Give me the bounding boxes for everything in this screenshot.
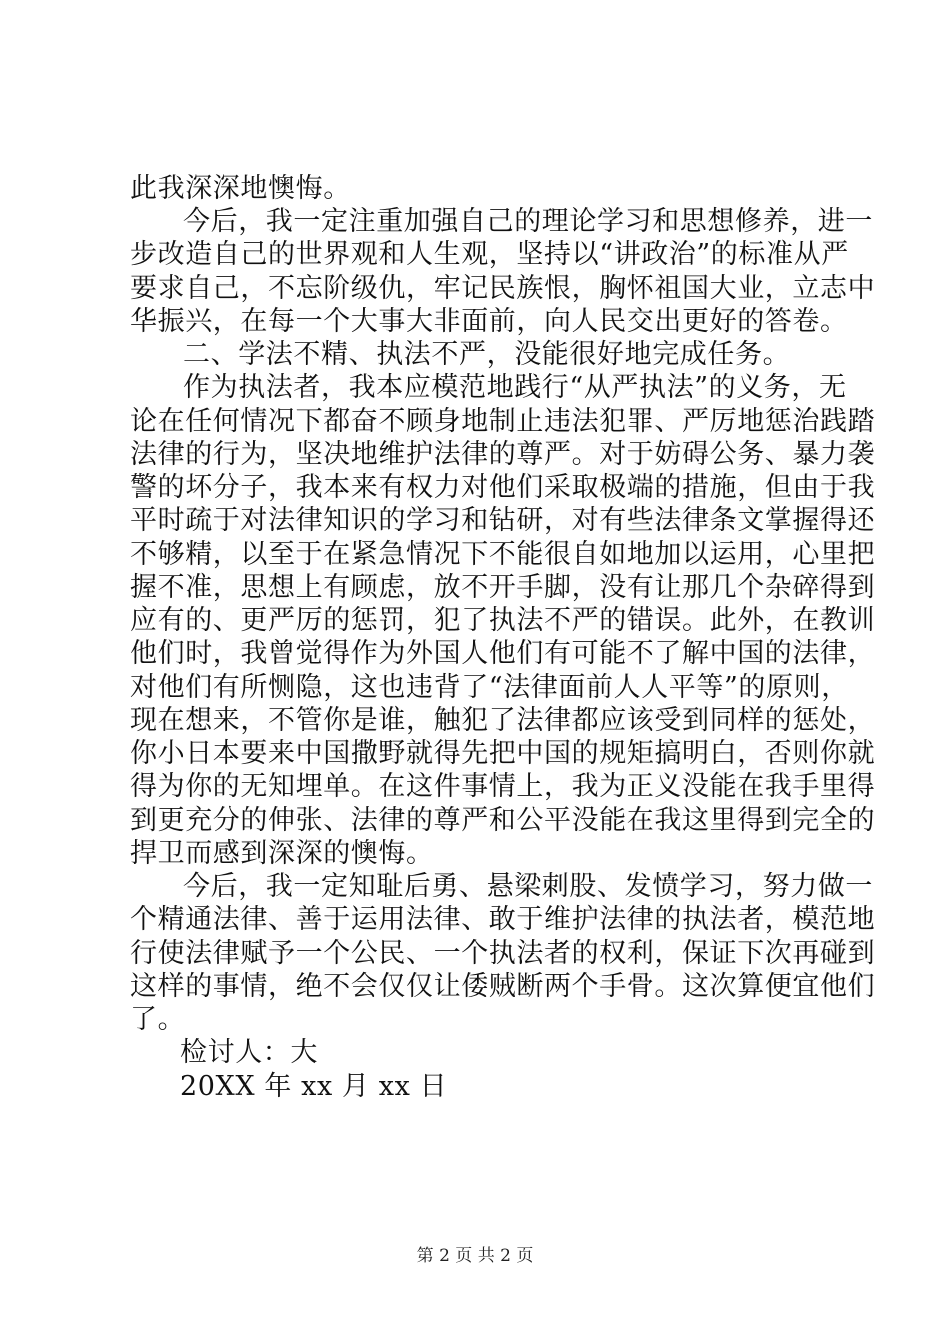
body-line: 到更充分的伸张、法律的尊严和公平没能在我这里得到完全的 [130,805,876,836]
body-line: 得为你的无知埋单。在这件事情上，我为正义没能在我手里得 [130,771,876,802]
body-line: 对他们有所恻隐，这也违背了“法律面前人人平等”的原则， [130,672,849,703]
body-line: 警的坏分子，我本来有权力对他们采取极端的措施，但由于我 [130,472,876,503]
body-line: 行使法律赋予一个公民、一个执法者的权利，保证下次再碰到 [130,938,876,969]
body-line: 握不准，思想上有顾虑，放不开手脚，没有让那几个杂碎得到 [130,572,876,603]
body-line: 步改造自己的世界观和人生观，坚持以“讲政治”的标准从严 [130,239,849,270]
body-line: 他们时，我曾觉得作为外国人他们有可能不了解中国的法律， [130,638,876,669]
signature-line: 检讨人：大 [180,1037,318,1068]
body-line: 今后，我一定注重加强自己的理论学习和思想修养，进一 [183,206,873,237]
body-line: 平时疏于对法律知识的学习和钻研，对有些法律条文掌握得还 [130,505,876,536]
body-line: 法律的行为，坚决地维护法律的尊严。对于妨碍公务、暴力袭 [130,439,876,470]
body-line: 今后，我一定知耻后勇、悬梁刺股、发愤学习，努力做一 [183,871,873,902]
body-line: 捍卫而感到深深的懊悔。 [130,838,434,869]
body-line: 作为执法者，我本应模范地践行“从严执法”的义务，无 [183,372,847,403]
body-line: 应有的、更严厉的惩罚，犯了执法不严的错误。此外，在教训 [130,605,876,636]
body-line: 了。 [130,1004,186,1035]
body-line: 不够精，以至于在紧急情况下不能很自如地加以运用，心里把 [130,539,876,570]
body-line: 个精通法律、善于运用法律、敢于维护法律的执法者，模范地 [130,904,876,935]
body-line: 此我深深地懊悔。 [130,173,351,204]
body-line: 要求自己，不忘阶级仇，牢记民族恨，胸怀祖国大业，立志中 [130,273,876,304]
body-line: 这样的事情，绝不会仅仅让倭贼断两个手骨。这次算便宜他们 [130,971,876,1002]
date-line: 20XX 年 xx 月 xx 日 [180,1071,448,1102]
body-line: 现在想来，不管你是谁，触犯了法律都应该受到同样的惩处， [130,705,876,736]
body-line: 华振兴，在每一个大事大非面前，向人民交出更好的答卷。 [130,306,848,337]
body-line: 论在任何情况下都奋不顾身地制止违法犯罪、严厉地惩治践踏 [130,406,876,437]
body-line: 你小日本要来中国撒野就得先把中国的规矩搞明白，否则你就 [130,738,876,769]
section-heading: 二、学法不精、执法不严，没能很好地完成任务。 [183,339,791,370]
page-number-footer: 第 2 页 共 2 页 [416,1246,534,1266]
